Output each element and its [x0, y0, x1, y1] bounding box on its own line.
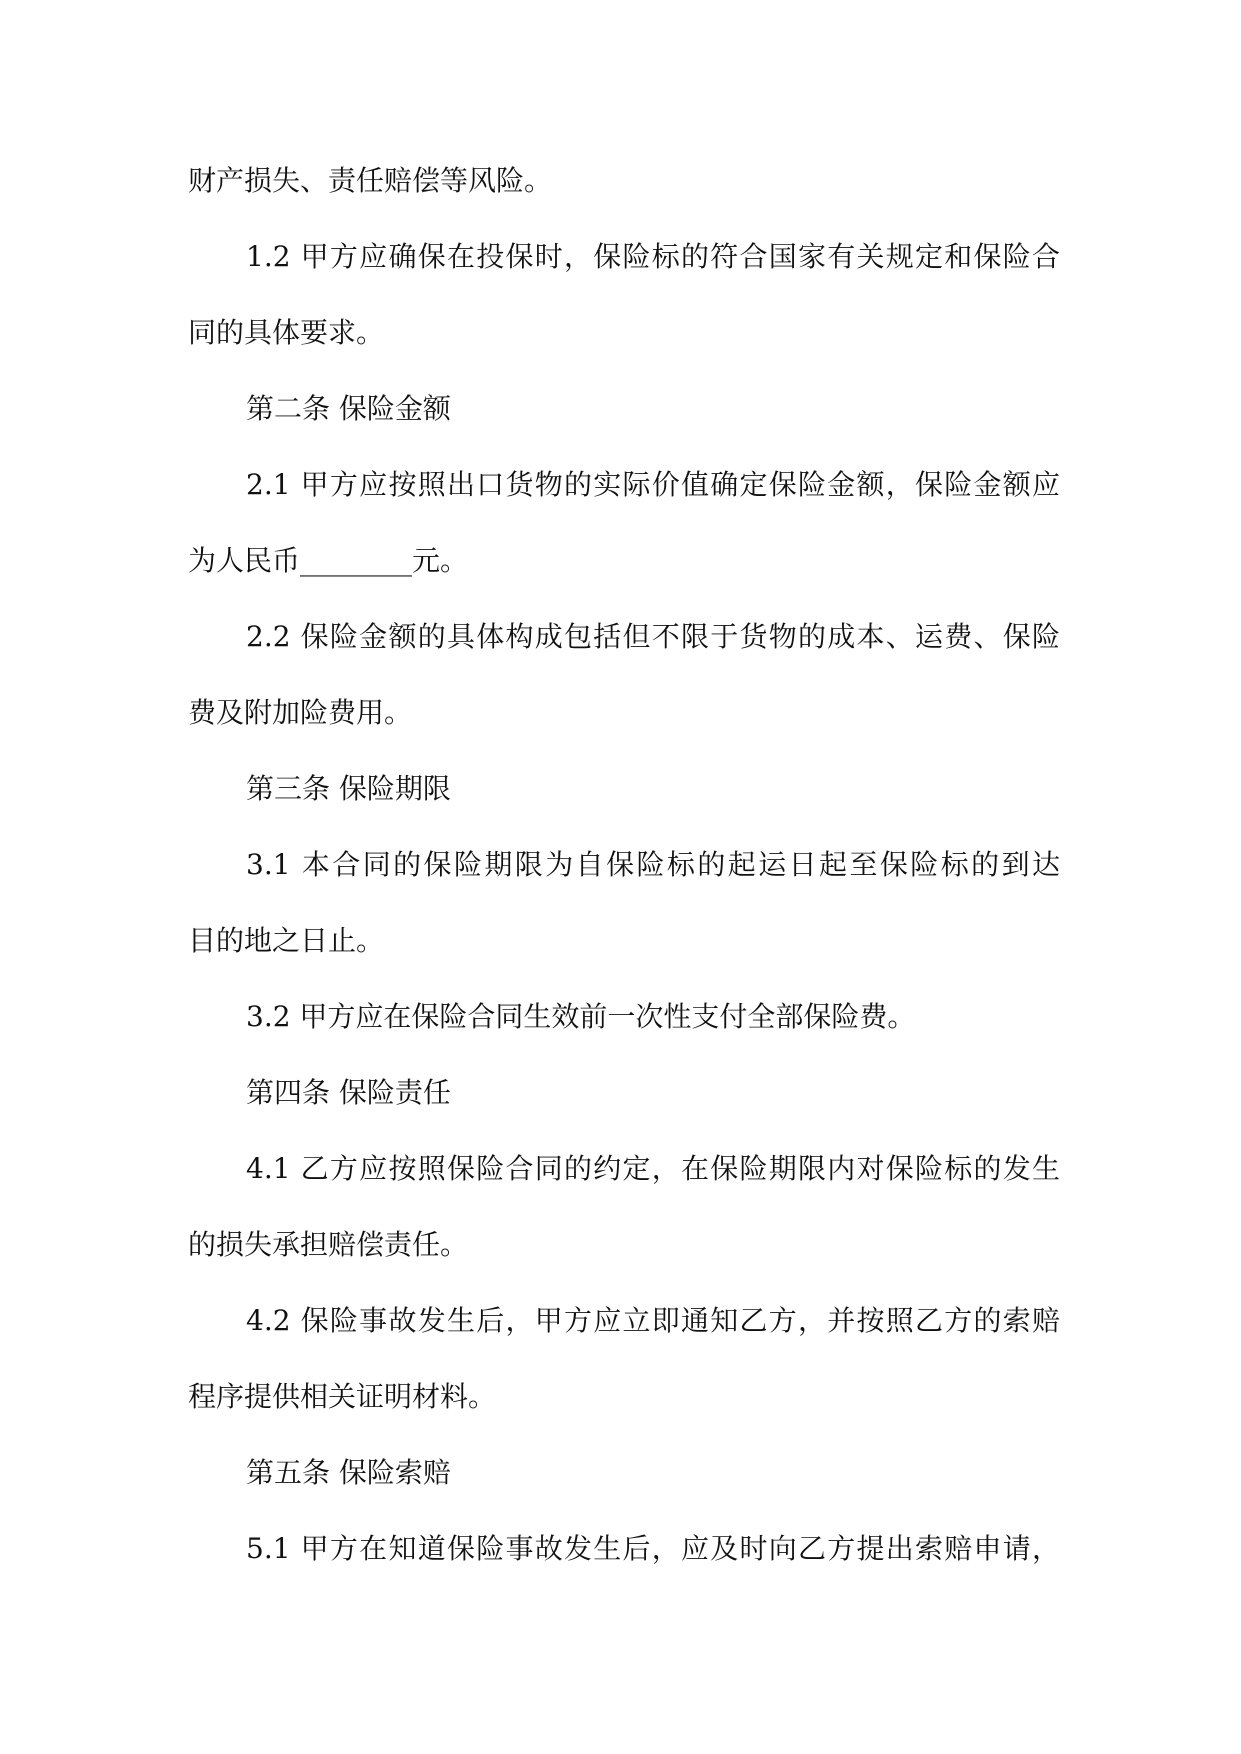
clause-4-1-line-2: 的损失承担赔偿责任。 [188, 1228, 469, 1261]
clause-2-2-line-2: 费及附加险费用。 [188, 696, 413, 729]
clause-1-2-line-2: 同的具体要求。 [188, 316, 385, 349]
clause-3-2: 3.2 甲方应在保险合同生效前一次性支付全部保险费。 [246, 1000, 916, 1033]
clause-3-1-line-1: 3.1 本合同的保险期限为自保险标的起运日起至保险标的到达 [246, 848, 1060, 881]
article-5-heading: 第五条 保险索赔 [246, 1456, 451, 1489]
clause-4-1-line-1: 4.1 乙方应按照保险合同的约定，在保险期限内对保险标的发生 [246, 1152, 1060, 1185]
clause-3-1-line-2: 目的地之日止。 [188, 924, 385, 957]
article-4-heading: 第四条 保险责任 [246, 1076, 451, 1109]
clause-2-1-line-2: 为人民币________元。 [188, 544, 469, 577]
clause-5-1-line-1: 5.1 甲方在知道保险事故发生后，应及时向乙方提出索赔申请， [246, 1532, 1060, 1565]
clause-2-2-line-1: 2.2 保险金额的具体构成包括但不限于货物的成本、运费、保险 [246, 620, 1060, 653]
text-line: 财产损失、责任赔偿等风险。 [188, 164, 553, 197]
article-3-heading: 第三条 保险期限 [246, 772, 451, 805]
clause-1-2-line-1: 1.2 甲方应确保在投保时，保险标的符合国家有关规定和保险合 [246, 240, 1060, 273]
document-body [188, 143, 1060, 1587]
article-2-heading: 第二条 保险金额 [246, 392, 451, 425]
clause-4-2-line-2: 程序提供相关证明材料。 [188, 1380, 497, 1413]
clause-4-2-line-1: 4.2 保险事故发生后，甲方应立即通知乙方，并按照乙方的索赔 [246, 1304, 1060, 1337]
clause-2-1-line-1: 2.1 甲方应按照出口货物的实际价值确定保险金额，保险金额应 [246, 468, 1060, 501]
